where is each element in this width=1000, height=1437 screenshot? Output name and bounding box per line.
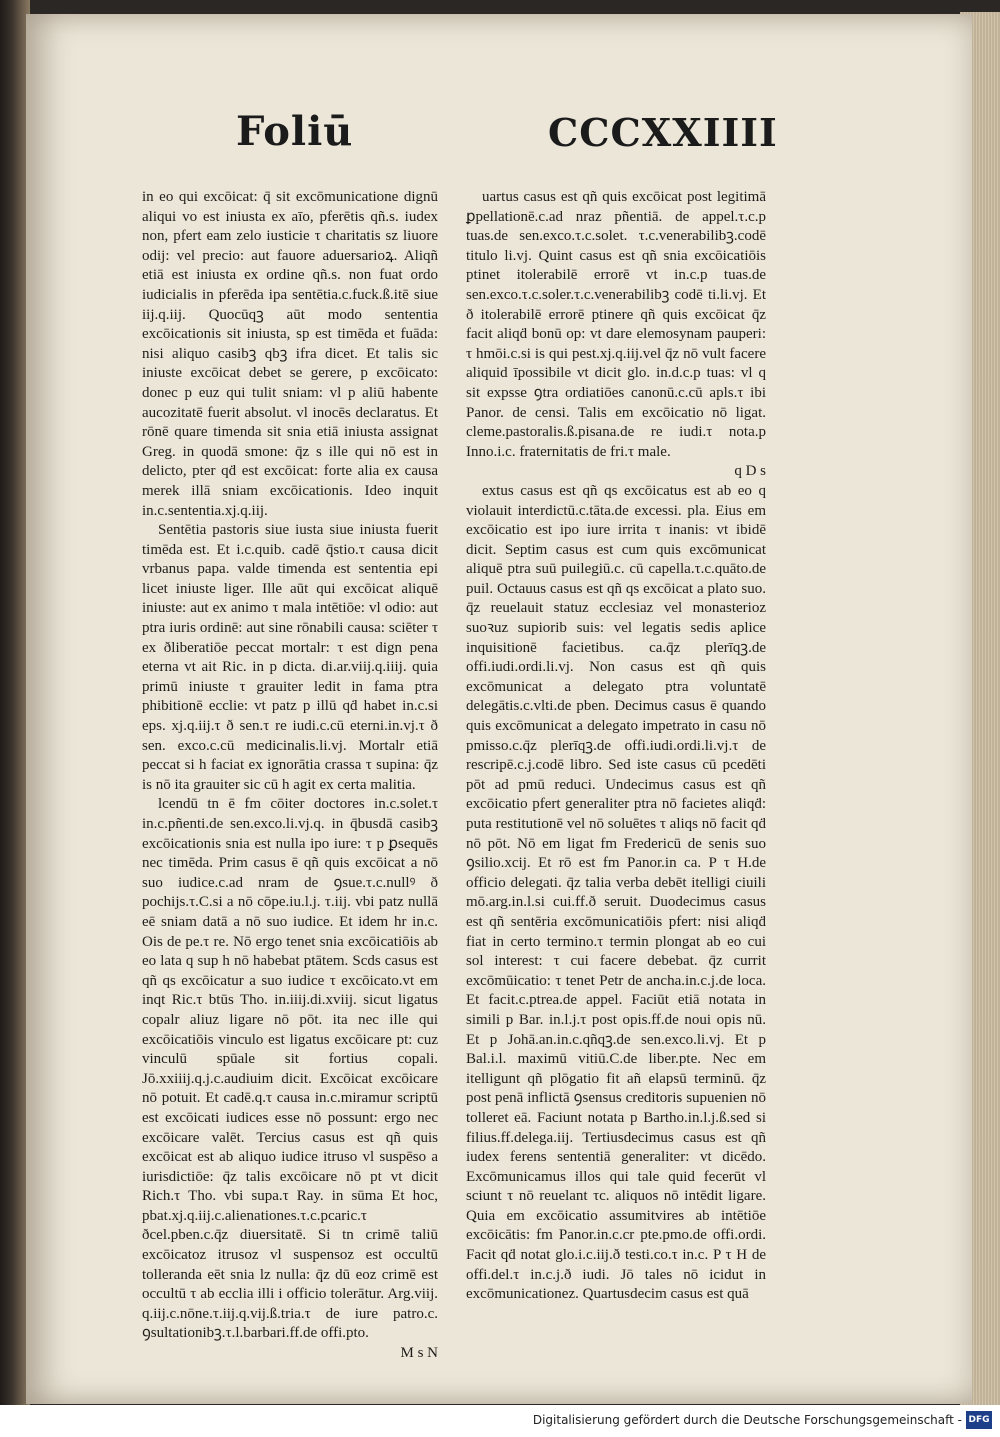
margin-letter-s-right: s	[760, 463, 766, 480]
margin-letter-q: q	[734, 463, 742, 480]
folio-number: CCCXXIIII	[548, 110, 778, 155]
right-paragraph-2: extus casus est qñ qs excōicatus est ab eo q violauit interdictū.c.tāta.de excessi. pla. Eius em excōicatio est ipo iure irrita τ inanis: vt ibidē dicit. Septim casus est cum quis excōmunicat aliquē ptra suū puilegiū.c. cū capella.τ.c.quāto.de puil. Octauus casus est qñ qs excōicat a plato suo. q̄z reuelauit statuz ecclesiaz vel monasterioz suoꝛuz supiorib suis: vel legatis sedis aplice inquisitionē facietibus. ca.q̄z plerīqꝫ.de offi.iudi.ordi.li.vj. Non casus est qñ quis excōmunicat a delegato ptra voluntatē delegātis.c.vlti.de pben. Decimus casus ē quando quis excōmunicat a delegato impetrato in casu nō pmisso.c.q̄z plerīqꝫ.de offi.iudi.ordi.li.vj.τ de rescripē.c.j.codē libro. Sed iste casus cū pcedēti pōt ad pmū reduci. Undecimus casus est qñ excōicatio pfert generaliter ptra nō facietes aliqḋ: puta restitutionē vel nō soluētes τ aliqs nō facit qḋ nō pōt. Nō em ligat fm Fredericū de senis suo ꝯsilio.xcij. Et rō est fm Panor.in ca. P τ H.de officio delegati. q̄z talia verba debēt itelligi ciuili mō.arg.in.l.si cui.ff.ð seruit. Duodecimus casus est qñ sentēria excōmunicatiōis pfert: nisi aliqḋ fiat in certo termino.τ termin plongat ab eo cui sol interest: τ cui facere debebat. q̄z currit excōmūicatio: τ tenet Petr de ancha.in.c.j.de loca. Et facit.c.ptrea.de appel. Faciūt etiā notata in simili p Bar. in.l.j.τ post opis.ff.de noui opis nū. Et p Johā.an.in.c.qñqꝫ.de sen.exco.li.vj. Et p Bal.i.l. maximū vitiū.C.de liber.pte. Nec em itelligunt qñ plōgatio fit añ elapsū terminū. q̄z post penā inflictā ꝯsensus creditoris supuenien nō tolleret eā. Faciunt notata p Bartho.in.l.j.ß.sed si filius.ff.delega.iij. Tertiusdecimus casus est qñ iudex ferens sententiā generaliter: vt dicēdo. Excōmunicamus illos qui tale quid fecerūt vl sciunt τ nō reuelant τc. aliquos nō intēdit ligare. Quia em excōicatio assumitvires ab intētiōe excōicātis: fm Panor.in.c.cr pte.pmo.de offi.ordi. Facit qḋ notat glo.i.c.iij.ð testi.co.τ in.c. P τ H de offi.del.τ in.c.j.ð iudi. Jō tales nō icidut in excōmunicationez. Quartusdecim casus est quā	[466, 482, 766, 1303]
digitization-footer	[0, 1405, 1000, 1437]
left-paragraph-3: lcendū tn ē fm cōiter doctores in.c.solet.τ in.c.pñenti.de sen.exco.li.vj.q. in q̄busdā casibꝫ excōicationis snia est nulla ipo iure: τ p ꝑsequēs nec timēda. Prim casus ē qñ quis excōicat a nō suo iudice.c.ad nram de ꝯsue.τ.c.nullꝰ ð pochijs.τ.C.si a nō cōpe.iu.l.j. τ.iij. vbi patz nullā eē sniam datā a nō suo iudice. Et idem hr in.c. Ois de pe.τ re. Nō ergo tenet snia excōicatiōis ab eo lata q sup h nō habebat ptātem. Scds casus est qñ qs excōicatur a suo iudice τ excōicato.vt em inqt Ric.τ btūs Tho. in.iiij.di.xviij. sicut ligatus copalr aliuz ligare nō pōt. ita nec ille qui excōicatiōis vinculo est ligatus excōicare pt: cuz vinculū spūale sit fortius copali. Jō.xxiiij.q.j.c.audiuim dicit. Excōicat excōicare nō potuit. Et cadē.q.τ causa in.c.miramur scriptū est excōicati iudices esse nō possunt: ergo nec excōicare valēt. Tercius casus est qñ quis excōicat est ab aliquo iudice itruso vl suspēso a iurisdictiōe: q̄z talis excōicare nō pt vt dicit Rich.τ Tho. vbi supa.τ Ray. in sūma Et hoc, pbat.xj.q.iij.c.alienationes.τ.c.pcaric.τ ðcel.pben.c.q̄z diuersitatē. Si tn crimē taliū excōicatoz itrusoz vl suspensoz est occultū tolleranda eēt snia lz nulla: q̄z dū eoz crimē est occultū τ ab ecclia illi i officio tolerātur. Arg.viij. q.iij.c.nōne.τ.iij.q.vij.ß.tria.τ de iure patro.c. ꝯsultationibꝫ.τ.l.barbari.ff.de offi.pto.	[142, 796, 438, 1342]
funding-credit: Digitalisierung gefördert durch die Deutsche Forschungsgemeinschaft -	[532, 1413, 962, 1427]
right-text-column	[466, 188, 766, 1305]
left-paragraph-1: in eo qui excōicat: q̄ sit excōmunicatione dignū aliqui vo est iniusta ex aīo, pferētis qñ.s. iudex non, pfert eam zelo iusticie τ charitatis sz liuore odij: vel precio: aut fauore aduersarioꝝ. Aliqñ etiā est iniusta ex ordine qñ.s. non fuat ordo iudicialis in pferēda ipa sentētia.c.fuck.ß.itē siue iij.q.iij. Quocūqꝫ aūt modo sententia excōicationis sit iniusta, sp est timēda et fuāda: nisi aliquo casibꝫ qbꝫ ifra dicet. Et talis sic iniuste excōicat debet se gerere, p excōicato: donec p euz qui tulit sniam: vl p aliū habente aucozitatē fuerit absolut. vl inocēs declaratus. Et rōnē quare timenda sit snia etiā iniusta assignat Greg. in quodā smone: q̄z s ille qui nō est in delicto, pter qḋ est excōicat: forte alia ex causa merek illā sniam excōicationis. Ideo inquit in.c.sententia.xj.q.iij.	[142, 189, 438, 519]
margin-letter-n: N	[427, 1345, 438, 1362]
left-paragraph-2: Sentētia pastoris siue iusta siue iniusta fuerit timēda est. Et i.c.quib. cadē q̄stio.τ causa dicit vrbanus papa. valde timenda est sententia epi licet iniuste liger. Ille aūt qui excōicat aliquē iniuste: aut ex animo τ mala intētiōe: vl odio: aut ptra iuris ordinē: aut sine rōnabili causa: sciēter τ ex ðliberatiōe peccat mortalr: τ est dign pena eterna vt ait Ric. in p dicta. di.ar.viij.q.iiij. quia primū iniuste τ grauiter ledit in fama ptra phibitionē ecclie: vt patz p illū qḋ habet in.c.si eps. xj.q.iij.τ ð sen.τ re iudi.c.cū eterni.in.vj.τ ð sen. exco.c.cū medicinalis.li.vj. Mortalr etiā peccat si h faciat ex ignorātia crassa τ supina: q̄z is nō ita grauiter sic cū h agit ex certa malitia.	[142, 522, 438, 793]
margin-letter-m: M	[400, 1345, 414, 1362]
margin-letter-d: D	[745, 463, 757, 480]
dfg-logo: DFG	[966, 1411, 992, 1429]
right-paragraph-1: uartus casus est qñ quis excōicat post legitimā ꝑpellationē.c.ad nraz pñentiā. de appel.τ.c.p tuas.de sen.exco.τ.c.solet. τ.c.venerabilibꝫ.codē titulo li.vj. Quint casus est qñ snia excōicatiōis ptinet itolerabilē errorē vt in.c.p tuas.de sen.exco.τ.c.soler.τ.c.venerabilibꝫ codē ti.li.vj. Et ð itolerabilē errorē ptinere qñ quis excōicat q̄z facit aliqḋ bonū op: vt dare elemosynam pauperi: τ hmōi.c.si is qui pest.xj.q.iij.vel q̄z nō vult facere aliquid īpossibile vt dicit glo. in.d.c.p tuas: vl q sit expsse ꝯtra ordiatiōes canonū.c.cū apls.τ ibi Panor. de censi. Talis em excōicatio nō ligat. cleme.pastoralis.ß.pisana.de re iudi.τ nota.p Inno.i.c. fraternitatis de fri.τ male.	[466, 189, 766, 460]
left-text-column	[142, 188, 438, 1364]
margin-letter-s: s	[417, 1345, 424, 1362]
folio-heading: Foliū	[236, 108, 354, 155]
